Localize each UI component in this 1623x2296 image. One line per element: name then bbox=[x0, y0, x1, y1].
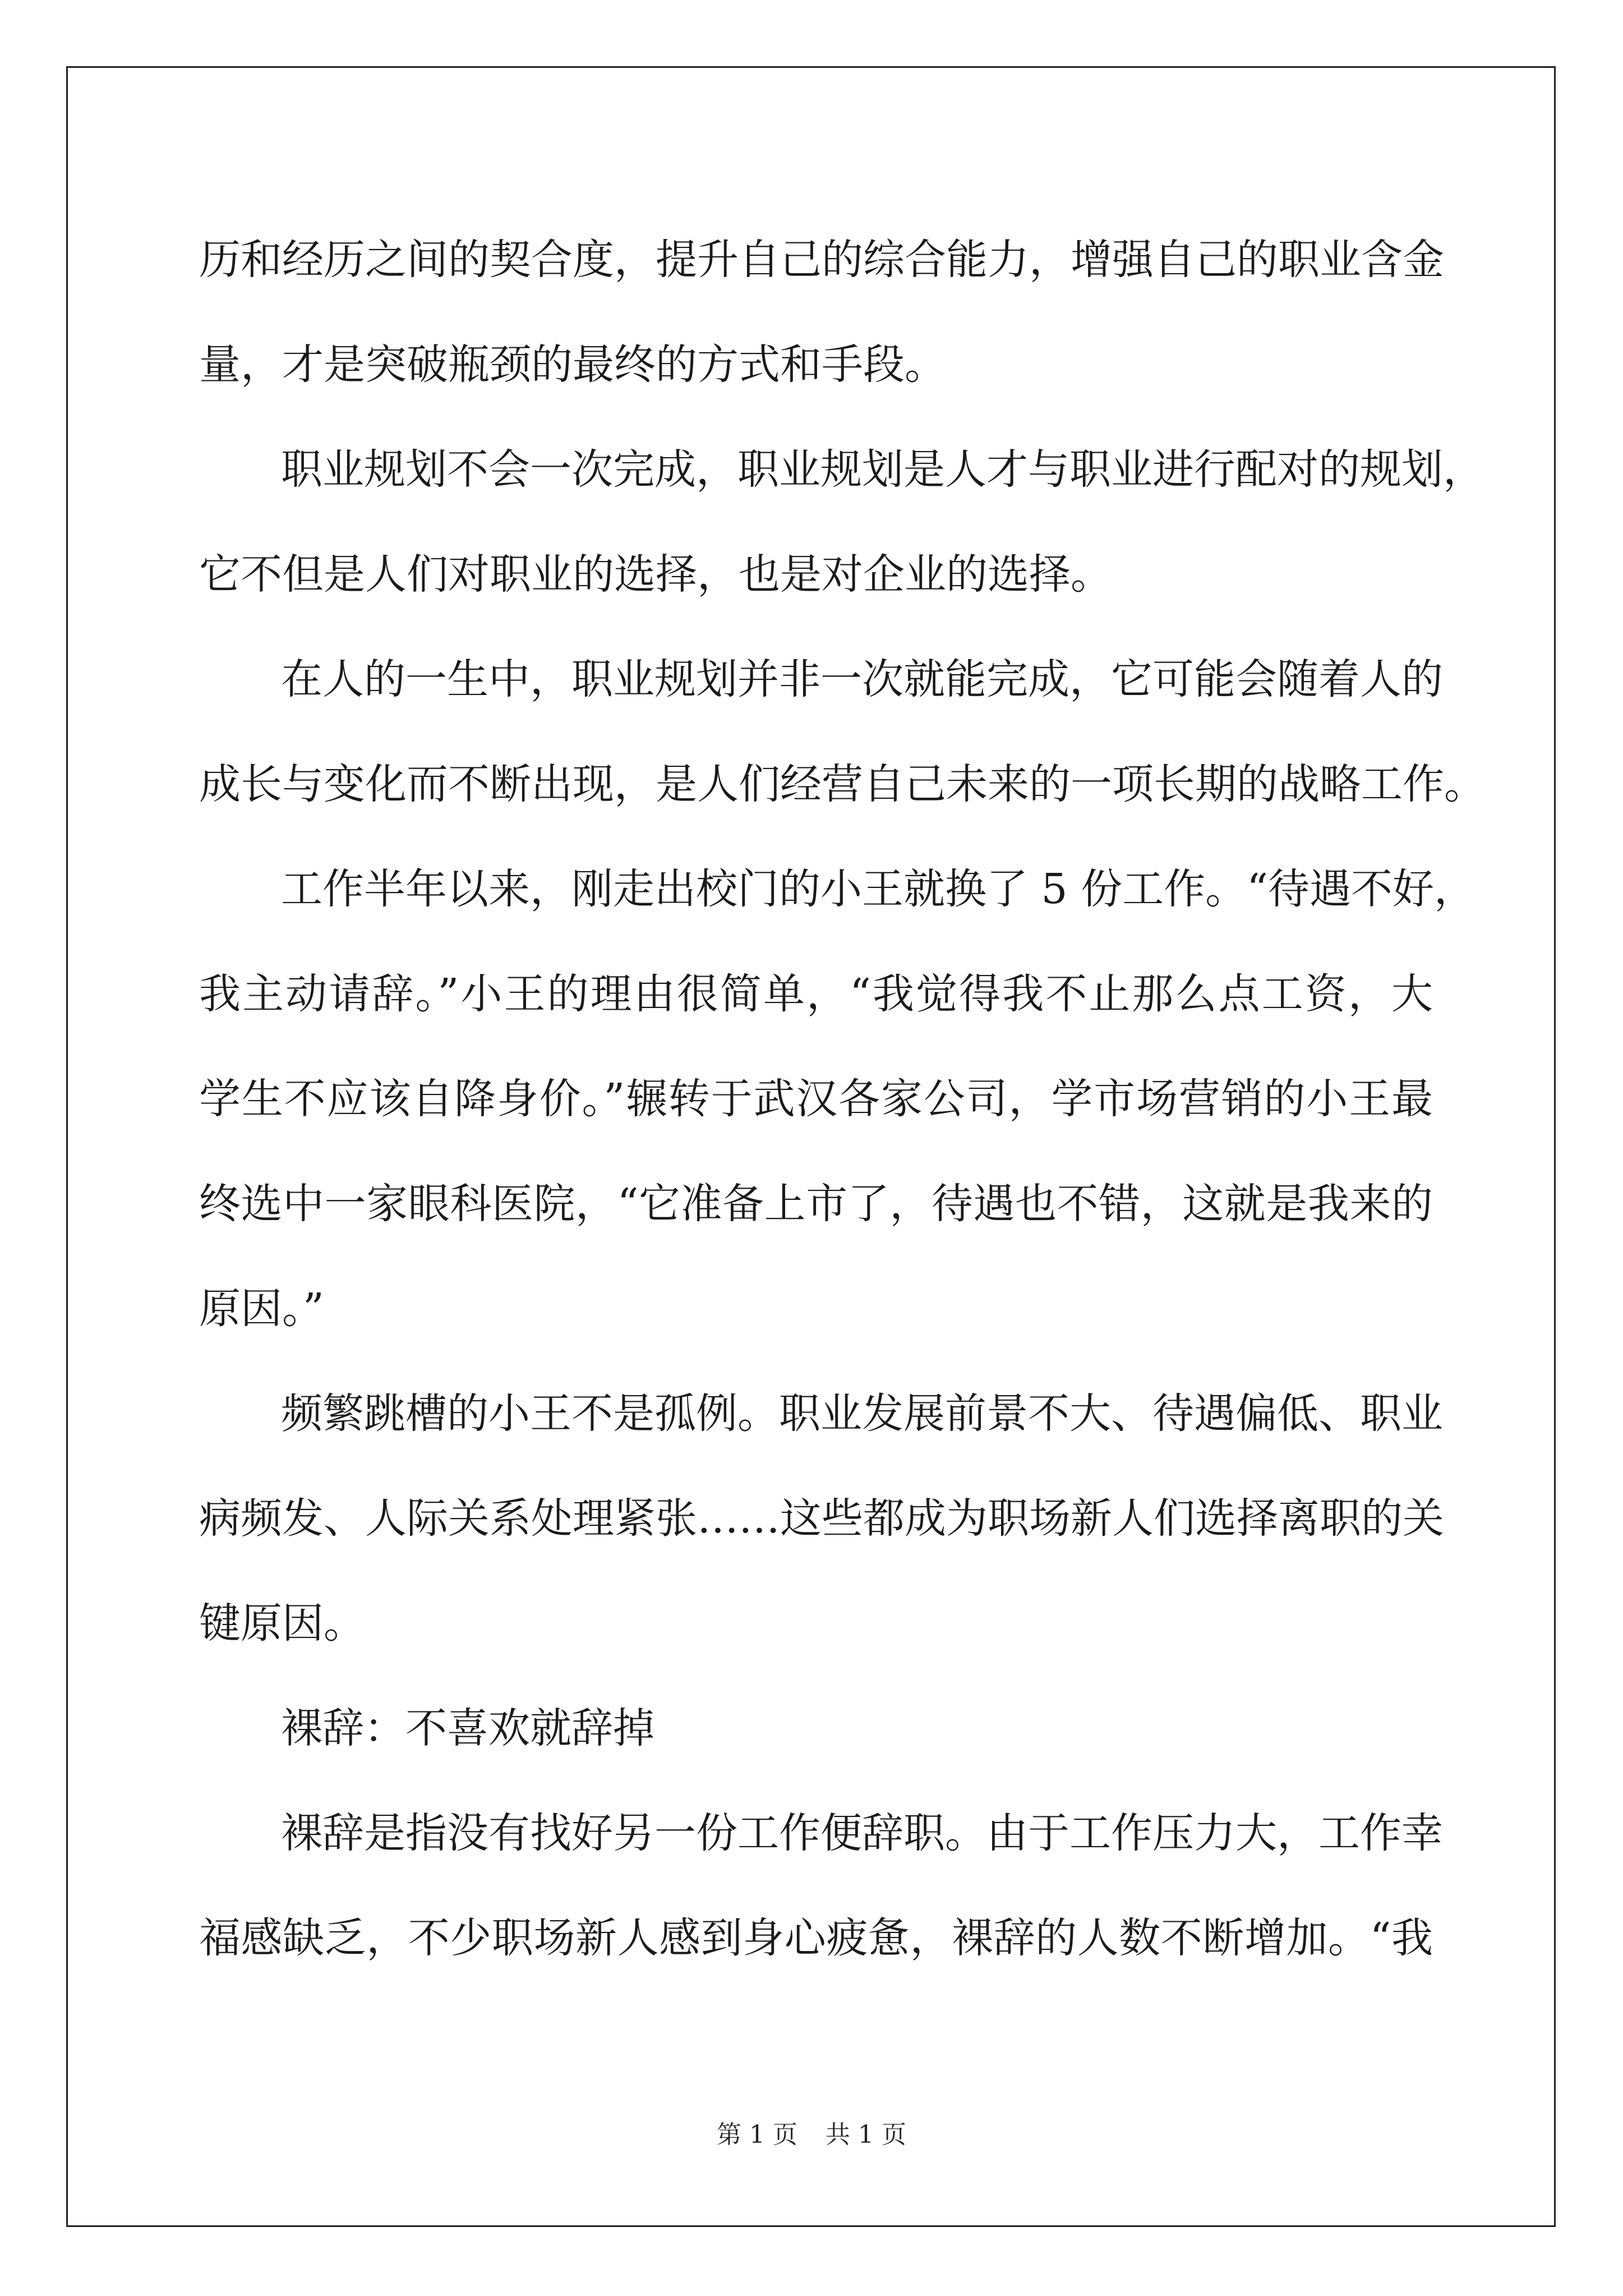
page-footer bbox=[0, 2118, 1623, 2152]
text-line: 键原因。 bbox=[199, 1599, 365, 1648]
text-line: 在人的一生中，职业规划并非一次就能完成，它可能会随着人的 bbox=[281, 655, 1443, 703]
text-line: 频繁跳槽的小王不是孤例。职业发展前景不大、待遇偏低、职业 bbox=[281, 1389, 1443, 1438]
text-line: 职业规划不会一次完成，职业规划是人才与职业进行配对的规划， bbox=[281, 445, 1484, 494]
text-line: 原因。” bbox=[199, 1285, 324, 1333]
text-line: 裸辞是指没有找好另一份工作便辞职。由于工作压力大，工作幸 bbox=[281, 1809, 1443, 1857]
document-body bbox=[199, 208, 1486, 1991]
text-line: 学生不应该自降身价。”辗转于武汉各家公司，学市场营销的小王最 bbox=[199, 1075, 1433, 1123]
text-line: 终选中一家眼科医院，“它准备上市了，待遇也不错，这就是我来的 bbox=[199, 1180, 1433, 1228]
text-line: 量，才是突破瓶颈的最终的方式和手段。 bbox=[199, 341, 946, 389]
text-line: 福感缺乏，不少职场新人感到身心疲惫，裸辞的人数不断增加。“我 bbox=[199, 1914, 1433, 1962]
text-line: 成长与变化而不断出现，是人们经营自己未来的一项长期的战略工作。 bbox=[199, 760, 1486, 808]
text-line: 工作半年以来，刚走出校门的小王就换了 5 份工作。“待遇不好， bbox=[281, 865, 1476, 913]
text-line: 我主动请辞。”小王的理由很简单，“我觉得我不止那么点工资，大 bbox=[199, 970, 1433, 1018]
text-line: 裸辞：不喜欢就辞掉 bbox=[281, 1704, 654, 1752]
page-number-current: 第 1 页 bbox=[717, 2120, 797, 2149]
page-number-total: 共 1 页 bbox=[826, 2120, 906, 2149]
text-line: 病频发、人际关系处理紧张……这些都成为职场新人们选择离职的关 bbox=[199, 1494, 1444, 1543]
text-line: 它不但是人们对职业的选择，也是对企业的选择。 bbox=[199, 550, 1112, 599]
text-line: 历和经历之间的契合度，提升自己的综合能力，增强自己的职业含金 bbox=[199, 236, 1444, 284]
